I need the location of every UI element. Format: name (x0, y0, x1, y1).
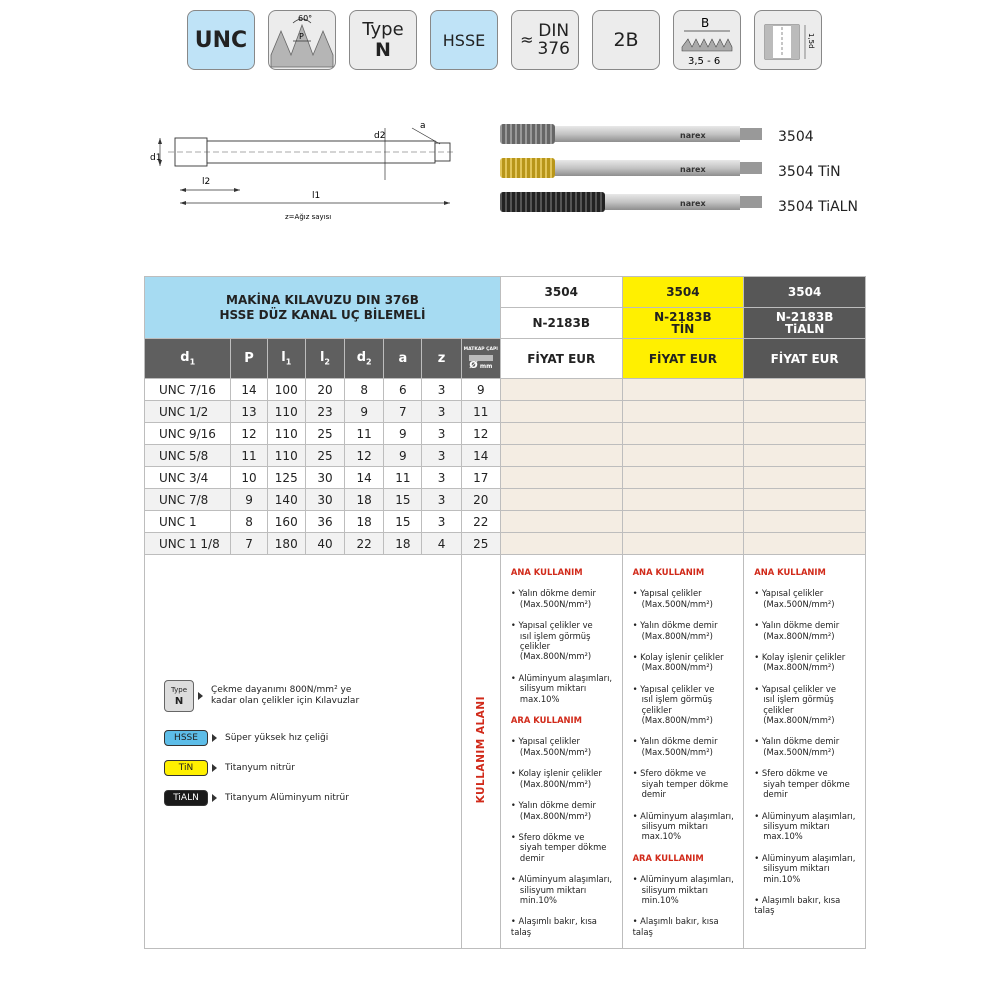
price-cell (622, 533, 744, 555)
usage-item-line: (Max.800N/mm²) (519, 810, 592, 821)
col-label: l (319, 350, 325, 366)
usage-item-line: (Max.500N/mm²) (641, 746, 713, 757)
table-cell: 36 (305, 511, 344, 533)
spec-badges (187, 10, 822, 70)
usage-item-line: • Yapısal çelikler (632, 588, 702, 599)
table-cell: 7 (384, 401, 422, 423)
usage-item (633, 874, 740, 905)
d2-label: d2 (374, 131, 386, 141)
usage-item-line: (Max.500N/mm²) (519, 746, 592, 757)
usage-item-line: (Max.500N/mm²) (763, 598, 835, 609)
article-number: N-2183B (532, 316, 591, 330)
arrow-icon (198, 692, 203, 700)
price-cell (500, 445, 622, 467)
price-cell (744, 533, 866, 555)
legend-tin (164, 760, 359, 776)
table-cell: 10 (231, 467, 267, 489)
legend-hsse (164, 730, 359, 746)
table-cell: 20 (305, 379, 344, 401)
price-cell (622, 423, 744, 445)
usage-item-line: siyah temper dökme demir (519, 842, 607, 863)
usage-3504-tin (622, 555, 744, 949)
table-cell: 13 (231, 401, 267, 423)
tialn-desc: Titanyum Alüminyum nitrür (225, 793, 349, 803)
hsse-desc: Süper yüksek hız çeliği (225, 733, 329, 743)
legend-type-n (164, 680, 359, 712)
usage-item-line: (Max.500N/mm²) (641, 598, 713, 609)
chamfer-range: 3,5 - 6 (688, 56, 721, 67)
usage-item (511, 673, 618, 704)
usage-item (511, 768, 618, 789)
usage-item-line: demir (763, 789, 788, 800)
usage-item-line: • Sfero dökme ve (510, 831, 585, 842)
drill-header-label: MATKAP ÇAPI (463, 347, 498, 352)
table-cell: 180 (267, 533, 305, 555)
usage-item-line: • Yalın dökme demir (754, 620, 840, 631)
type-badge (349, 10, 417, 70)
usage-item-line: • Yalın dökme demir (510, 588, 596, 599)
table-cell: 100 (267, 379, 305, 401)
usage-item-line: silisyum miktarı max.10% (763, 820, 830, 842)
usage-item (633, 588, 740, 609)
price-header-3504-tialn: FİYAT EUR (744, 339, 866, 379)
chamfer-badge (673, 10, 741, 70)
usage-item-line: • Alüminyum alaşımları, (754, 852, 856, 863)
table-cell: 25 (305, 445, 344, 467)
table-cell: 20 (461, 489, 500, 511)
usage-item-line: (Max.800N/mm²) (641, 662, 713, 673)
price-cell (622, 445, 744, 467)
usage-item-line: • Yapısal çelikler ve (632, 683, 715, 694)
price-cell (500, 533, 622, 555)
price-cell (500, 467, 622, 489)
col-sub: 1 (189, 357, 196, 367)
din-label: DIN (538, 21, 570, 41)
table-cell: 3 (422, 489, 461, 511)
hsse-swatch: HSSE (164, 730, 208, 746)
product-code-3504: 3504 (500, 277, 622, 308)
usage-3504 (500, 555, 622, 949)
tap-3504-tialn (500, 192, 762, 212)
usage-item-line: silisyum miktarı min.10% (519, 884, 587, 905)
table-cell: 3 (422, 379, 461, 401)
tin-desc: Titanyum nitrür (225, 763, 295, 773)
usage-item (633, 684, 740, 726)
usage-item-line: silisyum miktarı max.10% (519, 683, 587, 704)
usage-item-line: ısıl işlem görmüş (641, 694, 713, 705)
price-cell (744, 511, 866, 533)
usage-item-line: • Sfero dökme ve (754, 768, 828, 779)
depth-badge (754, 10, 822, 70)
col-l2 (305, 339, 344, 379)
table-cell: 12 (345, 445, 384, 467)
table-cell: 15 (384, 489, 422, 511)
thread-profile-icon (269, 11, 335, 69)
usage-item-line: siyah temper dökme demir (641, 778, 729, 800)
table-cell: 3 (422, 445, 461, 467)
d1-label: d1 (150, 153, 162, 163)
usage-section-title: ANA KULLANIM (632, 567, 705, 577)
table-cell: 18 (345, 511, 384, 533)
usage-item-line: • Kolay işlenir çelikler (754, 652, 846, 663)
usage-item-line: çelikler (Max.800N/mm²) (641, 704, 713, 726)
usage-section-title: ANA KULLANIM (754, 567, 826, 577)
table-cell: 14 (461, 445, 500, 467)
title-line-1: MAKİNA KILAVUZU DIN 376B (226, 292, 419, 307)
price-cell (744, 379, 866, 401)
usage-item-line: • Alüminyum alaşımları, (510, 672, 613, 683)
table-cell: 9 (384, 423, 422, 445)
usage-item-line: (Max.800N/mm²) (641, 630, 713, 641)
unc-badge (187, 10, 255, 70)
usage-item-line: • Alaşımlı bakır, kısa talaş (510, 916, 597, 937)
usage-item (754, 853, 861, 884)
col-d1 (145, 339, 231, 379)
usage-item-line: • Yapısal çelikler ve (754, 683, 837, 694)
usage-3504-tialn (744, 555, 866, 949)
usage-item-line: • Alüminyum alaşımları, (510, 874, 613, 885)
col-z (422, 339, 461, 379)
usage-item (633, 811, 740, 842)
usage-item-line: • Alüminyum alaşımları, (754, 810, 856, 821)
usage-item (754, 652, 861, 673)
table-cell: 160 (267, 511, 305, 533)
diameter-icon: Ø (469, 360, 478, 371)
table-cell: 3 (422, 423, 461, 445)
hole-depth-icon (755, 11, 821, 69)
table-row (145, 533, 866, 555)
col-label: P (244, 351, 254, 366)
col-label: l (281, 350, 286, 366)
usage-item-line: (Max.800N/mm²) (763, 662, 835, 673)
usage-item (511, 916, 618, 937)
usage-item-line: • Yapısal çelikler ve (510, 620, 593, 631)
table-cell: 9 (345, 401, 384, 423)
price-header-3504: FİYAT EUR (500, 339, 622, 379)
approx-icon: ≈ (520, 30, 534, 49)
arrow-icon (212, 794, 217, 802)
usage-list (501, 555, 622, 937)
table-cell: 9 (231, 489, 267, 511)
price-cell (500, 423, 622, 445)
price-cell (744, 489, 866, 511)
table-cell: 30 (305, 489, 344, 511)
table-cell: UNC 9/16 (145, 423, 231, 445)
table-cell: 11 (345, 423, 384, 445)
price-cell (622, 379, 744, 401)
table-cell: 15 (384, 511, 422, 533)
tialn-swatch: TiALN (164, 790, 208, 806)
usage-item-line: • Alaşımlı bakır, kısa talaş (754, 894, 841, 916)
usage-item-line: silisyum miktarı min.10% (641, 884, 708, 905)
usage-item-line: • Yalın dökme demir (632, 620, 718, 631)
din-number: 376 (537, 39, 570, 59)
usage-item-line: ısıl işlem görmüş (519, 630, 591, 641)
col-sub: 2 (324, 357, 330, 367)
col-sub: 2 (366, 357, 372, 367)
table-cell: UNC 3/4 (145, 467, 231, 489)
usage-section-title: ARA KULLANIM (632, 852, 704, 863)
table-cell: 4 (422, 533, 461, 555)
usage-item-line: • Alaşımlı bakır, kısa talaş (632, 916, 719, 937)
tin-swatch: TiN (164, 760, 208, 776)
thread-profile-badge (268, 10, 336, 70)
depth-text: 1,5d (807, 33, 815, 49)
table-cell: 125 (267, 467, 305, 489)
table-cell: 11 (384, 467, 422, 489)
price-cell (500, 511, 622, 533)
usage-item (511, 620, 618, 662)
unc-label: UNC (194, 27, 248, 53)
table-cell: 22 (345, 533, 384, 555)
price-cell (622, 467, 744, 489)
table-cell: UNC 1/2 (145, 401, 231, 423)
usage-item (633, 620, 740, 641)
usage-item (511, 736, 618, 757)
chamfer-letter: B (701, 16, 710, 30)
type-desc-1: Çekme dayanımı 800N/mm² ye (211, 685, 352, 695)
table-cell: 30 (305, 467, 344, 489)
l2-label: l2 (202, 177, 211, 187)
usage-item (633, 768, 740, 799)
usage-item-line: • Kolay işlenir çelikler (632, 652, 724, 663)
table-cell: 22 (461, 511, 500, 533)
type-label: Type (170, 686, 188, 694)
hsse-badge (430, 10, 498, 70)
usage-item-line: (Max.800N/mm²) (519, 778, 592, 789)
table-cell: 25 (305, 423, 344, 445)
table-cell: 3 (422, 467, 461, 489)
table-cell: 40 (305, 533, 344, 555)
usage-item (754, 895, 861, 916)
table-cell: 11 (231, 445, 267, 467)
price-cell (622, 401, 744, 423)
table-cell: 8 (231, 511, 267, 533)
usage-item-line: • Yapısal çelikler (754, 588, 824, 599)
legend (164, 680, 359, 806)
table-cell: 110 (267, 401, 305, 423)
table-cell: 25 (461, 533, 500, 555)
product-code-3504-tin: 3504 (622, 277, 744, 308)
table-row (145, 445, 866, 467)
col-label: z (437, 351, 446, 366)
col-drill-diameter (461, 339, 500, 379)
usage-item-line: ısıl işlem görmüş (763, 694, 834, 705)
table-cell: 3 (422, 401, 461, 423)
price-cell (622, 511, 744, 533)
table-cell: 23 (305, 401, 344, 423)
usage-item-line: (Max.500N/mm²) (763, 746, 835, 757)
table-cell: 14 (231, 379, 267, 401)
table-row (145, 467, 866, 489)
col-a (384, 339, 422, 379)
table-cell: UNC 1 (145, 511, 231, 533)
usage-item (511, 874, 618, 905)
type-n-badge (164, 680, 194, 712)
usage-list (744, 555, 865, 916)
usage-item (633, 652, 740, 673)
table-row (145, 489, 866, 511)
usage-item-line: silisyum miktarı min.10% (763, 863, 830, 884)
legend-tialn (164, 790, 359, 806)
z-note: z=Ağız sayısı (285, 213, 332, 221)
table-row (145, 401, 866, 423)
usage-item (754, 736, 861, 757)
article-n2183b-tin (622, 308, 744, 339)
chamfer-icon (674, 11, 740, 69)
title-line-2: HSSE DÜZ KANAL UÇ BİLEMELİ (219, 307, 426, 322)
usage-item (754, 768, 861, 799)
tool-label-3504-tin: 3504 TiN (778, 164, 841, 180)
usage-section-title: ARA KULLANIM (510, 715, 583, 726)
table-row (145, 379, 866, 401)
hsse-label: HSSE (442, 30, 486, 50)
coating-label: TiALN (784, 322, 825, 336)
price-cell (744, 401, 866, 423)
col-p (231, 339, 267, 379)
table-cell: 18 (384, 533, 422, 555)
usage-list (623, 555, 744, 937)
table-cell: 110 (267, 423, 305, 445)
table-cell: 12 (231, 423, 267, 445)
article-n2183b (500, 308, 622, 339)
usage-item-line: • Sfero dökme ve (632, 768, 707, 779)
table-cell: 3 (422, 511, 461, 533)
col-label: d (180, 350, 190, 366)
col-label: a (398, 351, 408, 366)
usage-item-line: siyah temper dökme (763, 778, 850, 789)
usage-item-line: (Max.500N/mm²) (519, 598, 592, 609)
tolerance-label: 2B (613, 29, 639, 51)
price-cell (744, 445, 866, 467)
usage-item (511, 832, 618, 863)
a-label: a (420, 121, 426, 131)
col-label: d (356, 350, 367, 366)
usage-item-line: • Alüminyum alaşımları, (632, 874, 734, 885)
table-row (145, 511, 866, 533)
price-cell (500, 379, 622, 401)
table-cell: UNC 7/8 (145, 489, 231, 511)
type-value: N (174, 696, 184, 707)
usage-item (754, 684, 861, 726)
usage-item (511, 800, 618, 821)
thread-pitch-text: P (299, 32, 304, 41)
tap-photos (500, 118, 770, 218)
type-desc-2: kadar olan çelikler için Kılavuzlar (211, 696, 360, 706)
table-cell: UNC 5/8 (145, 445, 231, 467)
usage-item (754, 588, 861, 609)
table-cell: UNC 7/16 (145, 379, 231, 401)
arrow-icon (212, 764, 217, 772)
drill-header-unit: mm (479, 363, 493, 370)
price-cell (744, 423, 866, 445)
col-sub: 1 (285, 357, 292, 367)
table-cell: 9 (461, 379, 500, 401)
type-label: Type (362, 19, 404, 40)
thread-angle-text: 60° (298, 14, 313, 23)
article-n2183b-tialn (744, 308, 866, 339)
tool-label-3504: 3504 (778, 129, 814, 145)
price-cell (744, 467, 866, 489)
brand-text: narex (680, 165, 706, 174)
usage-item (633, 916, 740, 937)
table-title (145, 277, 501, 339)
usage-item-line: (Max.800N/mm²) (763, 630, 835, 641)
table-cell: 6 (384, 379, 422, 401)
table-cell: 14 (345, 467, 384, 489)
table-cell: 140 (267, 489, 305, 511)
col-l1 (267, 339, 305, 379)
tolerance-badge (592, 10, 660, 70)
type-value: N (375, 39, 391, 61)
arrow-icon (212, 734, 217, 742)
article-number: N-2183B (775, 310, 834, 324)
table-cell: 17 (461, 467, 500, 489)
usage-section-title: ANA KULLANIM (510, 567, 583, 577)
usage-item-line: silisyum miktarı max.10% (641, 820, 708, 842)
usage-item (511, 588, 618, 609)
tool-label-3504-tialn: 3504 TiALN (778, 199, 858, 215)
usage-area-cell (461, 555, 500, 949)
l1-label: l1 (312, 191, 321, 201)
usage-item-line: • Yalın dökme demir (632, 736, 718, 747)
price-cell (622, 489, 744, 511)
table-cell: 8 (345, 379, 384, 401)
brand-text: narex (680, 199, 706, 208)
usage-item (754, 811, 861, 842)
article-number: N-2183B (654, 310, 712, 324)
tap-3504-tin (500, 158, 762, 178)
usage-item-line: • Yalın dökme demir (754, 736, 840, 747)
tap-3504 (500, 124, 762, 144)
product-code-3504-tialn: 3504 (744, 277, 866, 308)
table-body (145, 379, 866, 555)
usage-area-label: KULLANIM ALANI (474, 696, 487, 804)
table-cell: 11 (461, 401, 500, 423)
col-d2 (345, 339, 384, 379)
table-cell: 9 (384, 445, 422, 467)
tap-dimension-drawing (150, 110, 470, 230)
din-badge (511, 10, 579, 70)
usage-item-line: • Alüminyum alaşımları, (632, 810, 734, 821)
coating-label: TİN (671, 322, 695, 336)
table-cell: 12 (461, 423, 500, 445)
table-cell: UNC 1 1/8 (145, 533, 231, 555)
usage-item-line: • Kolay işlenir çelikler (510, 768, 602, 779)
price-cell (500, 401, 622, 423)
usage-item (633, 736, 740, 757)
usage-item-line: • Yalın dökme demir (510, 800, 596, 811)
usage-item (754, 620, 861, 641)
price-header-3504-tin: FİYAT EUR (622, 339, 744, 379)
table-row (145, 423, 866, 445)
table-cell: 18 (345, 489, 384, 511)
usage-item-line: çelikler (Max.800N/mm²) (763, 704, 835, 726)
usage-item-line: çelikler (Max.800N/mm²) (519, 641, 592, 662)
brand-text: narex (680, 131, 706, 140)
usage-item-line: • Yapısal çelikler (510, 736, 580, 747)
product-table (144, 276, 866, 949)
table-cell: 7 (231, 533, 267, 555)
table-cell: 110 (267, 445, 305, 467)
price-cell (500, 489, 622, 511)
